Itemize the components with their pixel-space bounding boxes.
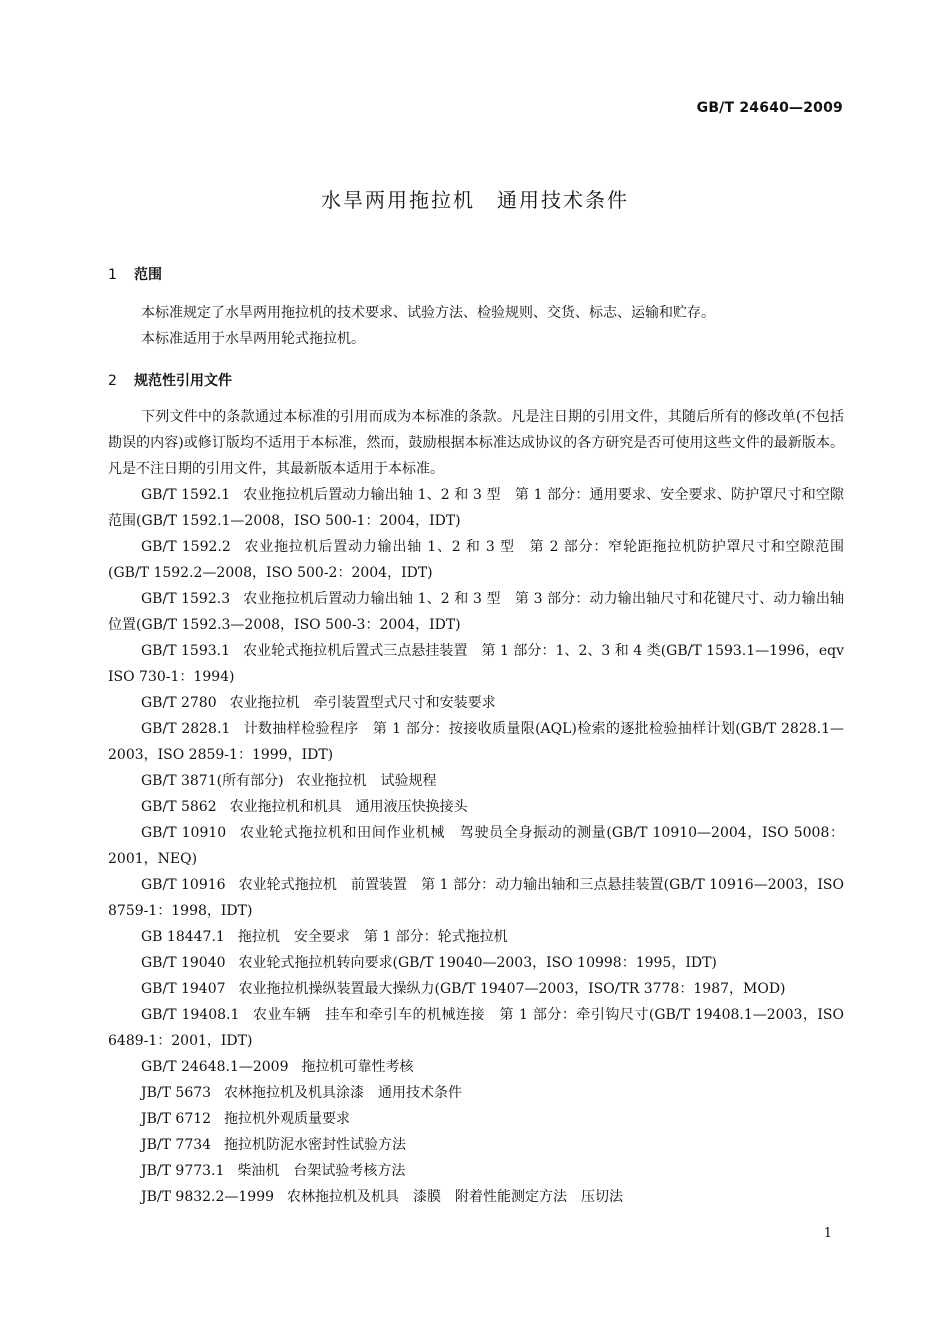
standard-code: GB/T 24640—2009 (696, 100, 843, 116)
reference-title: 农业拖拉机 牵引装置型式尺寸和安装要求 (229, 695, 496, 711)
reference-item (108, 690, 844, 716)
paragraph: 本标准规定了水旱两用拖拉机的技术要求、试验方法、检验规则、交货、标志、运输和贮存。 (141, 305, 715, 321)
reference-item (108, 1106, 844, 1132)
reference-title: 农业轮式拖拉机和田间作业机械 驾驶员全身振动的测量(GB/T 10910—2004，ISO 5008：2001，NEQ) (108, 825, 845, 867)
reference-code: GB/T 1592.1 (141, 487, 231, 503)
reference-item (108, 1080, 844, 1106)
reference-code: GB/T 24648.1—2009 (141, 1059, 289, 1075)
section-number: 2 (108, 373, 117, 389)
section-1-heading (108, 264, 162, 284)
section-title: 范围 (134, 267, 162, 283)
reference-title: 农林拖拉机及机具 漆膜 附着性能测定方法 压切法 (287, 1189, 624, 1205)
reference-title: 拖拉机外观质量要求 (224, 1111, 351, 1127)
reference-code: JB/T 9773.1 (141, 1163, 225, 1179)
reference-title: 农业拖拉机后置动力输出轴 1、2 和 3 型 第 1 部分：通用要求、安全要求、防护罩尺寸和空隙范围(GB/T 1592.1—2008，ISO 500-1：2004，IDT) (108, 487, 844, 529)
reference-item (108, 638, 844, 690)
reference-item (108, 1002, 844, 1054)
intro-paragraph: 下列文件中的条款通过本标准的引用而成为本标准的条款。凡是注日期的引用文件，其随后所有的修改单(不包括勘误的内容)或修订版均不适用于本标准，然而，鼓励根据本标准达成协议的各方研究是否可使用这些文件的最新版本。凡是不注日期的引用文件，其最新版本适用于本标准。 (108, 409, 844, 477)
reference-title: 拖拉机可靠性考核 (301, 1059, 414, 1075)
reference-item (108, 924, 844, 950)
reference-code: GB/T 2780 (141, 695, 217, 711)
reference-item (108, 716, 844, 768)
reference-code: GB/T 1592.2 (141, 539, 231, 555)
section-1-body (108, 300, 844, 352)
paragraph: 本标准适用于水旱两用轮式拖拉机。 (141, 331, 365, 347)
reference-code: GB/T 2828.1 (141, 721, 231, 737)
reference-code: GB/T 10916 (141, 877, 226, 893)
reference-title: 农业轮式拖拉机转向要求(GB/T 19040—2003，ISO 10998：1995，IDT) (238, 955, 717, 971)
reference-item (108, 534, 844, 586)
reference-title: 计数抽样检验程序 第 1 部分：按接收质量限(AQL)检索的逐批检验抽样计划(GB/T 2828.1—2003，ISO 2859-1：1999，IDT) (108, 721, 844, 763)
reference-code: GB/T 3871(所有部分) (141, 773, 284, 789)
reference-code: JB/T 7734 (141, 1137, 212, 1153)
reference-title: 农业拖拉机后置动力输出轴 1、2 和 3 型 第 2 部分：窄轮距拖拉机防护罩尺寸和空隙范围(GB/T 1592.2—2008，ISO 500-2：2004，IDT) (108, 539, 845, 581)
reference-item (108, 1158, 844, 1184)
reference-item (108, 820, 844, 872)
reference-title: 农业轮式拖拉机后置式三点悬挂装置 第 1 部分：1、2、3 和 4 类(GB/T 1593.1—1996，eqv ISO 730-1：1994) (108, 643, 844, 685)
reference-item (108, 1184, 844, 1210)
section-2-body (108, 404, 844, 1210)
reference-code: GB/T 19407 (141, 981, 226, 997)
reference-item (108, 794, 844, 820)
reference-title: 农业轮式拖拉机 前置装置 第 1 部分：动力输出轴和三点悬挂装置(GB/T 10916—2003，ISO 8759-1：1998，IDT) (108, 877, 844, 919)
reference-code: GB/T 1593.1 (141, 643, 230, 659)
reference-item (108, 1054, 844, 1080)
section-title: 规范性引用文件 (134, 373, 232, 389)
reference-code: JB/T 5673 (141, 1085, 212, 1101)
reference-code: GB/T 10910 (141, 825, 227, 841)
reference-code: JB/T 9832.2—1999 (141, 1189, 275, 1205)
reference-item (108, 768, 844, 794)
reference-title: 农业拖拉机和机具 通用液压快换接头 (229, 799, 468, 815)
reference-item (108, 872, 844, 924)
reference-item (108, 950, 844, 976)
reference-code: GB 18447.1 (141, 929, 225, 945)
reference-list (108, 482, 844, 1210)
reference-title: 农业拖拉机后置动力输出轴 1、2 和 3 型 第 3 部分：动力输出轴尺寸和花键尺寸、动力输出轴位置(GB/T 1592.3—2008，ISO 500-3：2004，IDT) (108, 591, 844, 633)
reference-code: JB/T 6712 (141, 1111, 212, 1127)
reference-title: 拖拉机防泥水密封性试验方法 (224, 1137, 407, 1153)
section-number: 1 (108, 267, 117, 283)
reference-title: 农业拖拉机 试验规程 (296, 773, 437, 789)
section-2-heading (108, 370, 232, 390)
reference-code: GB/T 5862 (141, 799, 217, 815)
page-number: 1 (823, 1226, 832, 1241)
reference-title: 拖拉机 安全要求 第 1 部分：轮式拖拉机 (237, 929, 508, 945)
reference-item (108, 976, 844, 1002)
reference-title: 农业拖拉机操纵装置最大操纵力(GB/T 19407—2003，ISO/TR 3778：1987，MOD) (238, 981, 786, 997)
reference-code: GB/T 19040 (141, 955, 226, 971)
reference-item (108, 482, 844, 534)
reference-title: 农业车辆 挂车和牵引车的机械连接 第 1 部分：牵引钩尺寸(GB/T 19408.1—2003，ISO 6489-1：2001，IDT) (108, 1007, 844, 1049)
reference-title: 柴油机 台架试验考核方法 (237, 1163, 406, 1179)
reference-code: GB/T 1592.3 (141, 591, 231, 607)
reference-item (108, 586, 844, 638)
document-title: 水旱两用拖拉机 通用技术条件 (321, 188, 629, 212)
reference-title: 农林拖拉机及机具涂漆 通用技术条件 (224, 1085, 463, 1101)
reference-code: GB/T 19408.1 (141, 1007, 240, 1023)
reference-item (108, 1132, 844, 1158)
